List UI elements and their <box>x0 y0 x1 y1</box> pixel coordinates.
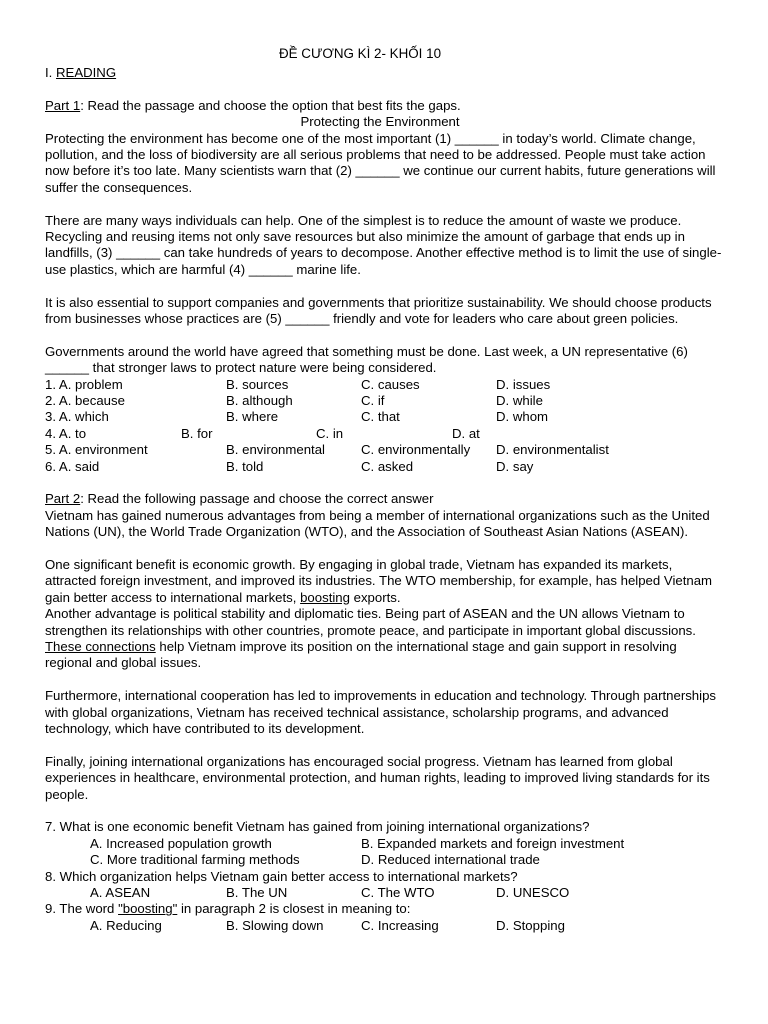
option-a: 2. A. because <box>45 393 125 409</box>
part1-paragraph-4: Governments around the world have agreed that something must be done. Last week, a UN representative (6) ______ that stronger laws to protect nature were being considered. <box>45 343 688 376</box>
option-b: B. where <box>226 409 279 425</box>
part2-heading <box>45 491 725 507</box>
option-d: D. while <box>496 393 543 409</box>
option-a: A. ASEAN <box>90 885 151 901</box>
part2-paragraph-5: Finally, joining international organizations has encouraged social progress. Vietnam has learned from global experiences in healthcare, environmental protection, and human rights, leading to improved living standards for its people. <box>45 753 710 802</box>
part1-paragraph-2: There are many ways individuals can help. One of the simplest is to reduce the amount of waste we produce. Recycling and reusing items not only save resources but also minimize the amount of garbage that ends up in landfills, (3) ______ can take hundreds of years to decompose. Another effective method is to limit the use of single-use plastics, which are harmful (4) ______ marine life. <box>45 212 722 277</box>
question-7-stem: 7. What is one economic benefit Vietnam has gained from joining international organizations? <box>45 819 590 835</box>
question-row-5 <box>45 442 725 458</box>
document-page <box>45 46 725 934</box>
question-row-2 <box>45 393 725 409</box>
option-a: 3. A. which <box>45 409 109 425</box>
option-c: C. in <box>316 425 344 441</box>
part2-intro: Vietnam has gained numerous advantages from being a member of international organizations such as the United Nations (UN), the World Trade Organization (WTO), and the Association of Southeast Asian Nations (ASEAN). <box>45 507 710 540</box>
option-d: D. whom <box>496 409 549 425</box>
part1-paragraph-1: Protecting the environment has become one of the most important (1) ______ in today’s world. Climate change, pollution, and the loss of biodiversity are all serious problems that need to be addressed. People must take action now before it’s too late. Many scientists warn that (2) ______ we continue our current habits, future generations will suffer the consequences. <box>45 130 716 195</box>
text-span: help Vietnam improve its position on the international stage and gain support in resolving regional and global issues. <box>45 639 677 671</box>
option-c: C. that <box>361 409 400 425</box>
option-c: C. environmentally <box>361 442 471 458</box>
part2-paragraph-2 <box>45 557 725 606</box>
option-c: C. More traditional farming methods <box>90 852 300 868</box>
option-b: B. Expanded markets and foreign investment <box>361 835 625 851</box>
question-8-options <box>45 885 725 901</box>
question-row-4 <box>45 426 725 442</box>
underlined-connections: These connections <box>45 639 156 655</box>
option-a: 1. A. problem <box>45 376 123 392</box>
text-span: Another advantage is political stability and diplomatic ties. Being part of ASEAN and the UN allows Vietnam to strengthen its relationships with other countries, promote peace, and participate in important global discussions. <box>45 606 696 638</box>
part2-paragraph-4: Furthermore, international cooperation has led to improvements in education and technology. Through partnerships with global organizations, Vietnam has received technical assistance, scholarship programs, and advanced technology, which have contributed to its development. <box>45 688 717 737</box>
option-d: D. say <box>496 458 534 474</box>
option-b: B. although <box>226 393 293 409</box>
section-numeral: I. <box>45 65 56 80</box>
option-b: B. sources <box>226 376 289 392</box>
question-8-stem: 8. Which organization helps Vietnam gain better access to international markets? <box>45 868 518 884</box>
text-span: 9. The word <box>45 901 119 917</box>
option-d: D. issues <box>496 376 551 392</box>
option-c: C. Increasing <box>361 917 439 933</box>
text-span: One significant benefit is economic growth. By engaging in global trade, Vietnam has expanded its markets, attracted foreign investment, and improved its industries. The WTO membership, for example, has helped Vietnam gain better access to international markets, <box>45 557 713 605</box>
question-row-3 <box>45 409 725 425</box>
part1-label: Part 1 <box>45 97 81 113</box>
option-b: B. for <box>181 425 213 441</box>
part1-paragraph-3: It is also essential to support companies and governments that prioritize sustainability. We should choose products from businesses whose practices are (5) ______ friendly and vote for leaders who care about green policies. <box>45 294 712 327</box>
option-d: D. UNESCO <box>496 885 570 901</box>
part1-heading <box>45 98 725 114</box>
option-b: B. environmental <box>226 442 325 458</box>
option-c: C. causes <box>361 376 420 392</box>
option-a: 4. A. to <box>45 425 87 441</box>
option-c: C. asked <box>361 458 414 474</box>
option-c: C. The WTO <box>361 885 435 901</box>
option-c: C. if <box>361 393 385 409</box>
option-b: B. The UN <box>226 885 288 901</box>
part2-paragraph-3 <box>45 606 725 672</box>
option-a: A. Increased population growth <box>90 835 272 851</box>
option-a: 6. A. said <box>45 458 100 474</box>
option-a: 5. A. environment <box>45 442 148 458</box>
option-d: D. environmentalist <box>496 442 609 458</box>
question-row-1 <box>45 377 725 393</box>
question-9-options <box>45 918 725 934</box>
question-row-6 <box>45 459 725 475</box>
question-7-options-row-2 <box>45 852 725 868</box>
question-9-stem <box>45 901 725 917</box>
option-b: B. told <box>226 458 264 474</box>
document-title: ĐỀ CƯƠNG KÌ 2- KHỐI 10 <box>278 46 442 61</box>
part2-label: Part 2 <box>45 491 81 507</box>
option-d: D. Stopping <box>496 917 565 933</box>
section-label: READING <box>56 65 117 80</box>
underlined-boosting: boosting <box>300 589 350 605</box>
question-7-options-row-1 <box>45 836 725 852</box>
section-heading <box>45 65 725 81</box>
passage-title: Protecting the Environment <box>300 114 460 130</box>
part1-instruction: : Read the passage and choose the option that best fits the gaps. <box>80 97 461 113</box>
option-d: D. at <box>452 425 480 441</box>
part2-instruction: : Read the following passage and choose the correct answer <box>80 491 434 507</box>
underlined-quoted-boosting: "boosting" <box>118 901 178 917</box>
option-a: A. Reducing <box>90 917 162 933</box>
text-span: in paragraph 2 is closest in meaning to: <box>177 901 411 917</box>
option-b: B. Slowing down <box>226 917 324 933</box>
text-span: exports. <box>349 589 401 605</box>
option-d: D. Reduced international trade <box>361 852 540 868</box>
